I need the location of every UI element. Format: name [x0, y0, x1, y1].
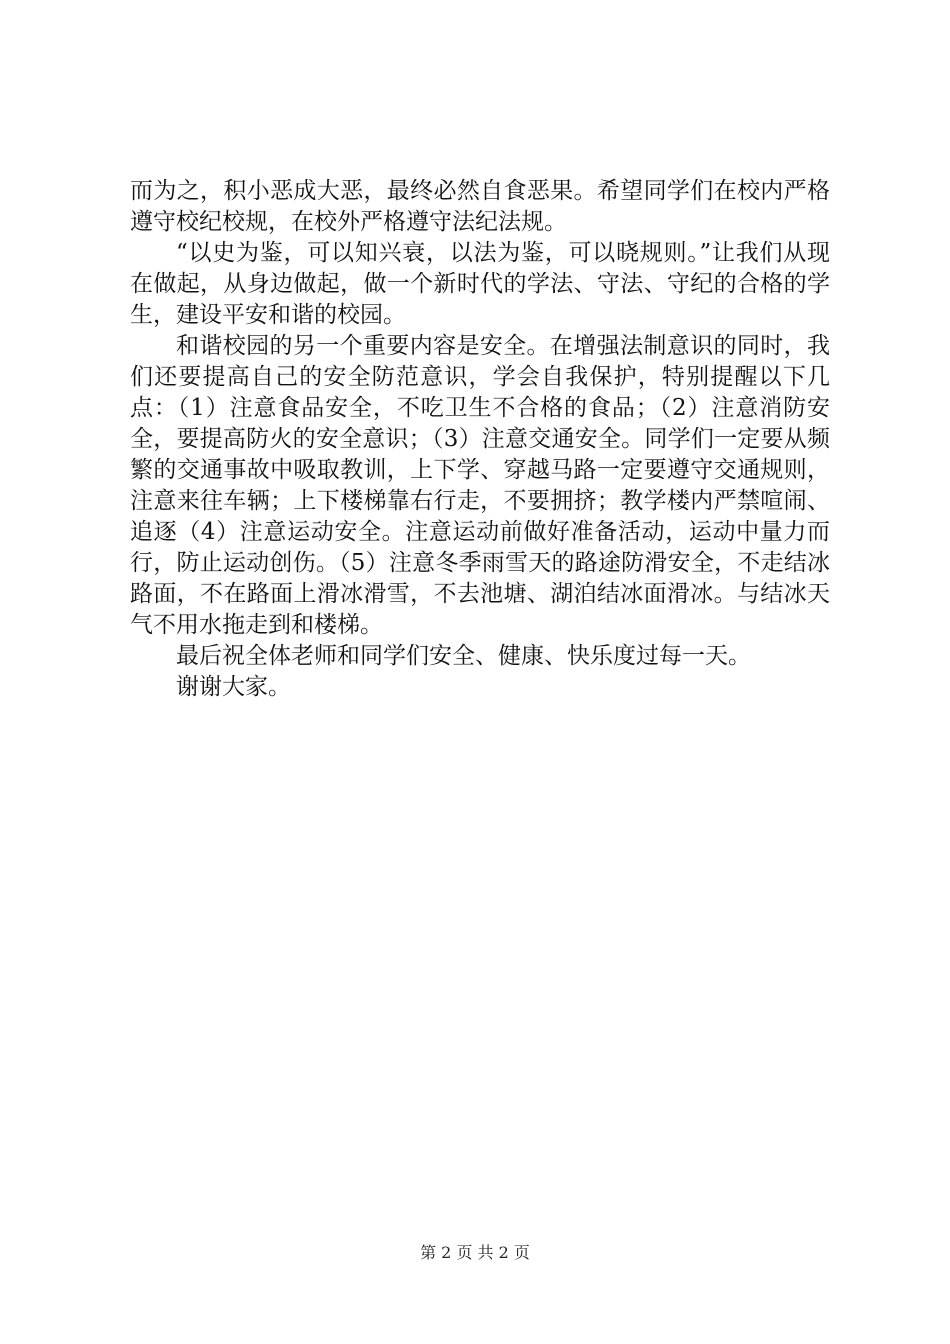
page-number-label: 第 2 页 共 2 页 — [420, 1243, 530, 1262]
paragraph-safety: 和谐校园的另一个重要内容是安全。在增强法制意识的同时，我们还要提高自己的安全防范意识，学会自我保护，特别提醒以下几点：（1）注意食品安全，不吃卫生不合格的食品；（2）注意消防安全，要提高防火的安全意识；（3）注意交通安全。同学们一定要从频繁的交通事故中吸取教训，上下学、穿越马路一定要遵守交通规则，注意来往车辆；上下楼梯靠右行走，不要拥挤；教学楼内严禁喧闹、追逐（4）注意运动安全。注意运动前做好准备活动，运动中量力而行，防止运动创伤。（5）注意冬季雨雪天的路途防滑安全，不走结冰路面，不在路面上滑冰滑雪，不去池塘、湖泊结冰面滑冰。与结冰天气不用水拖走到和楼梯。 — [130, 333, 830, 638]
paragraph-closing-wish: 最后祝全体老师和同学们安全、健康、快乐度过每一天。 — [176, 643, 751, 669]
page-footer — [0, 1243, 950, 1263]
document-body — [130, 176, 830, 703]
paragraph-quote: “以史为鉴，可以知兴衰，以法为鉴，可以晓规则。”让我们从现在做起，从身边做起，做一个新时代的学法、守法、守纪的合格的学生，建设平安和谐的校园。 — [130, 240, 830, 328]
paragraph-continuation: 而为之，积小恶成大恶，最终必然自食恶果。希望同学们在校内严格遵守校纪校规，在校外严格遵守法纪法规。 — [130, 178, 830, 235]
paragraph-thanks: 谢谢大家。 — [176, 674, 291, 700]
